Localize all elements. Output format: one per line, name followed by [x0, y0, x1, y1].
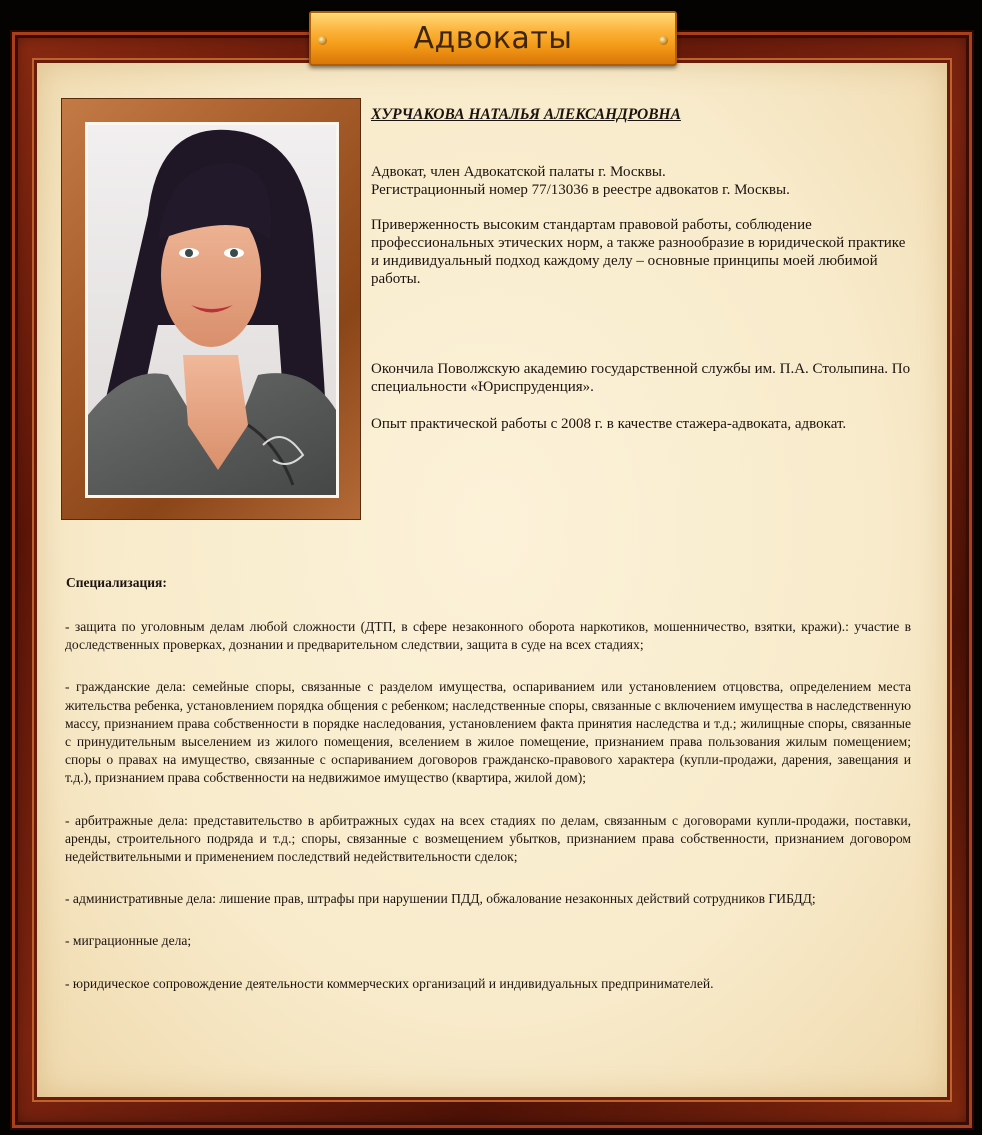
list-item: - арбитражные дела: представительство в арбитражных судах на всех стадиях по делам, связанным с договорами купли-продажи, поставки, аренды, строительного подряда и т.д.; споры, связанные с возмещением убытков, признанием права собственности, признанием договором недействительными и применением последствий недействительности сделок;: [65, 812, 911, 865]
lawyer-portrait-photo: [85, 122, 339, 498]
rivet-icon: [659, 36, 668, 45]
specialization-heading: Специализация:: [66, 575, 167, 590]
bio-education-text: Окончила Поволжскую академию государственной службы им. П.А. Столыпина. По специальности «Юриспруденция».: [371, 361, 911, 395]
page-title: Адвокаты: [413, 21, 573, 56]
bio-principles-text: Приверженность высоким стандартам правовой работы, соблюдение профессиональных этических норм, а также разнообразие в юридической практике и индивидуальный подход каждому делу – основные принципы моей любимой работы.: [371, 217, 906, 287]
list-item: - защита по уголовным делам любой сложности (ДТП, в сфере незаконного оборота наркотиков, мошенничество, взятки, кражи).: участие в доследственных проверках, дознании и предварительном следствии, защита в суде на всех стадиях;: [65, 619, 911, 653]
bio-experience: [371, 415, 911, 433]
lawyer-name: ХУРЧАКОВА НАТАЛЬЯ АЛЕКСАНДРОВНА: [371, 106, 681, 123]
bio-status: [371, 163, 911, 199]
bio-registration: Регистрационный номер 77/13036 в реестре адвокатов г. Москвы.: [371, 182, 790, 198]
rivet-icon: [318, 36, 327, 45]
bio-principles: [371, 216, 911, 288]
bio-experience-text: Опыт практической работы с 2008 г. в качестве стажера-адвоката, адвокат.: [371, 416, 847, 432]
specialization-list: [65, 618, 911, 1017]
bio-membership: Адвокат, член Адвокатской палаты г. Москвы.: [371, 164, 666, 180]
list-item: - миграционные дела;: [65, 933, 192, 949]
title-banner: [309, 11, 677, 66]
list-item: - юридическое сопровождение деятельности коммерческих организаций и индивидуальных предпринимателей.: [65, 975, 714, 991]
bio-education: [371, 360, 911, 396]
list-item: - административные дела: лишение прав, штрафы при нарушении ПДД, обжалование незаконных действий сотрудников ГИБДД;: [65, 891, 816, 907]
list-item: - гражданские дела: семейные споры, связанные с разделом имущества, оспариванием или установлением отцовства, определением места жительства ребенка, установлением порядка общения с ребенком; наследственные споры, связанные с включением имущества в наследственную массу, признанием права собственности в порядке наследования, установлением факта принятия наследства и т.д.; жилищные споры, связанные с принудительным выселением из жилого помещения, вселением в жилое помещение, признанием права пользования жилым помещением; споры о правах на имущество, связанные с оспариванием договоров гражданско-правового характера (купли-продажи, дарения, завещания и т.д.), признанием права собственности на недвижимое имущество (квартира, жилой дом);: [65, 679, 911, 786]
portrait-frame: [61, 98, 361, 520]
